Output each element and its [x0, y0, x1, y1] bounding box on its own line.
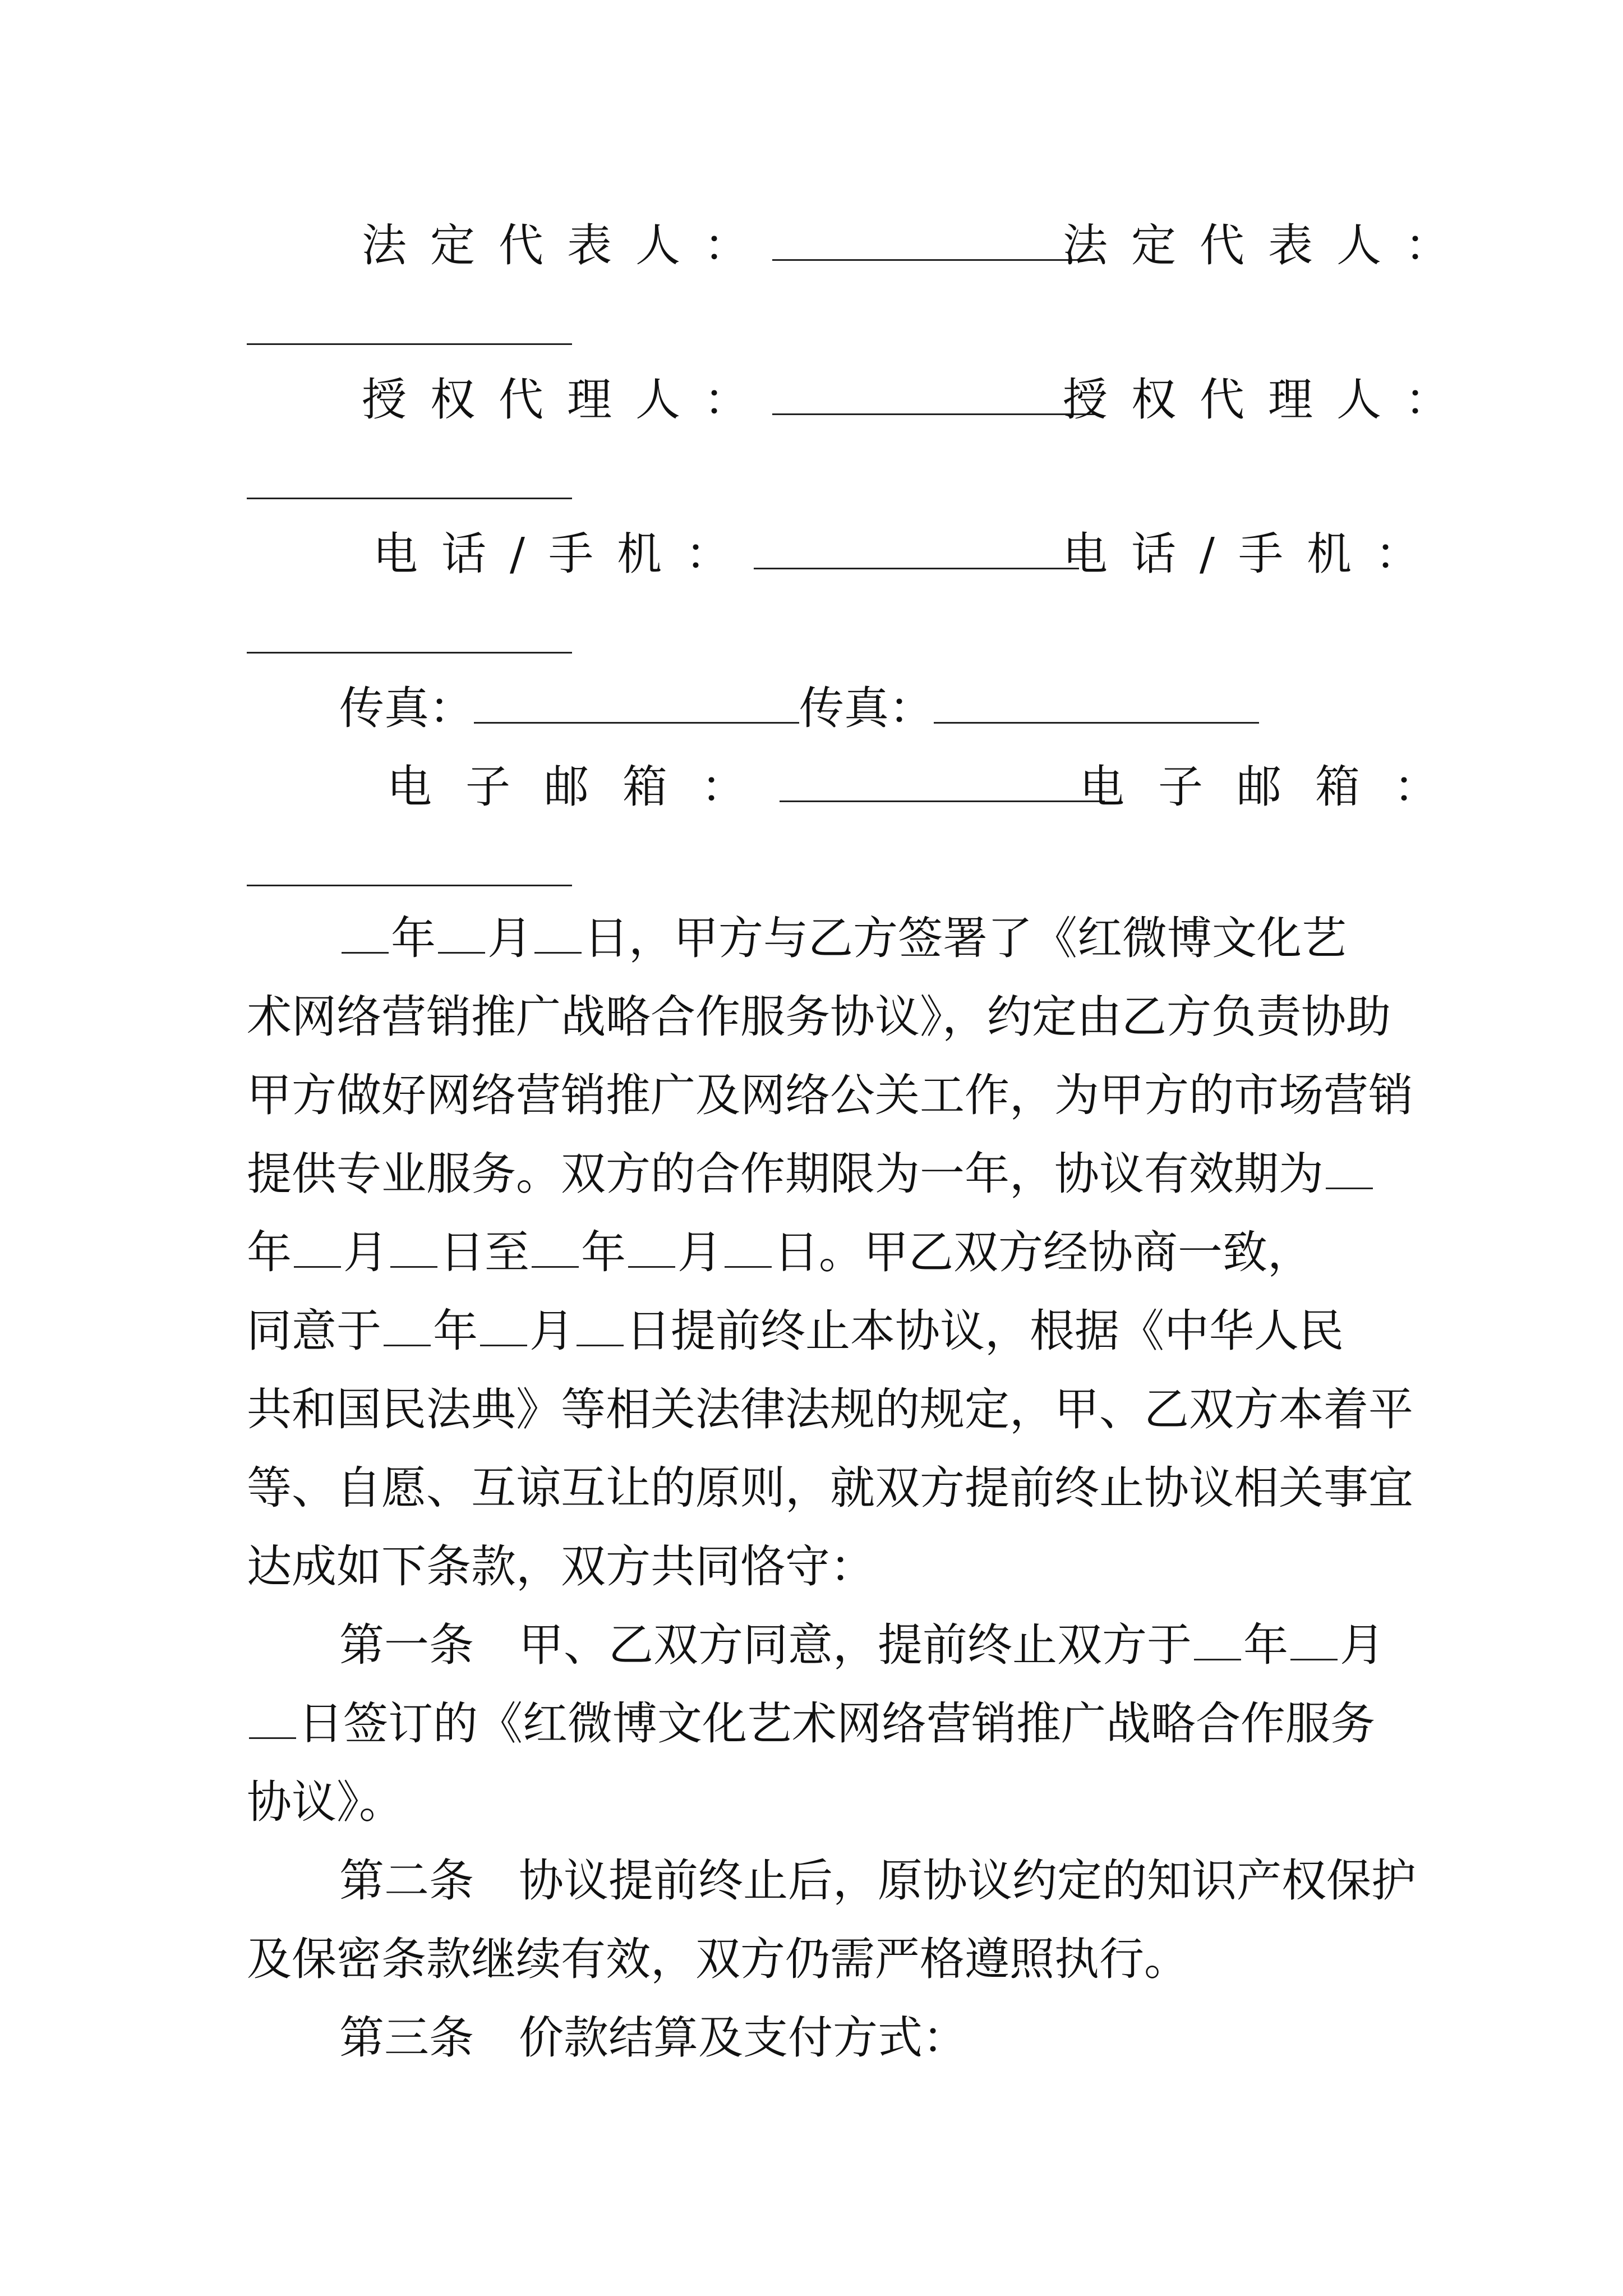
legal-rep-blank-a[interactable] [772, 219, 1098, 261]
term-end-day-blank[interactable] [725, 1226, 772, 1268]
fax-blank-a[interactable] [474, 682, 799, 724]
intro-text-6d: 日提前终止本协议，根据《中华人民 [626, 1305, 1344, 1357]
phone-row-a [373, 527, 1079, 581]
signed-day-blank[interactable] [249, 1697, 296, 1739]
fax-label-b: 传真： [799, 682, 934, 734]
phone-blank-a[interactable] [754, 527, 1079, 569]
email-label-a: 电子邮箱： [387, 761, 780, 813]
phone-row-b [1063, 527, 1444, 581]
termination-year-blank[interactable] [384, 1304, 431, 1346]
term-end-year-blank[interactable] [532, 1226, 579, 1268]
intro-text-6a: 同意于 [247, 1305, 381, 1357]
intro-line-7: 共和国民法典》等相关法律法规的规定，甲、乙双方本着平 [247, 1383, 1413, 1435]
intro-text-4: 提供专业服务。双方的合作期限为一年，协议有效期为 [247, 1148, 1324, 1200]
intro-year: 年 [391, 912, 436, 964]
intro-text-1: 日，甲方与乙方签署了《红微博文化艺 [584, 912, 1347, 964]
intro-line-1 [339, 912, 1347, 965]
legal-rep-label-a: 法定代表人： [362, 219, 772, 272]
fax-label-a: 传真： [339, 682, 474, 734]
term-end-day-label: 日。甲乙双方经协商一致， [774, 1226, 1312, 1278]
intro-line-3: 甲方做好网络营销推广及网络公关工作，为甲方的市场营销 [247, 1069, 1413, 1121]
fax-blank-b[interactable] [934, 682, 1259, 724]
agent-row-b [1063, 373, 1473, 427]
intro-line-5 [247, 1226, 1312, 1280]
article-1-text-2: 日签订的《红微博文化艺术网络营销推广战略合作服务 [298, 1697, 1375, 1750]
termination-year-label: 年 [433, 1305, 478, 1357]
agent-blank-a[interactable] [772, 373, 1098, 415]
termination-month-label: 月 [529, 1305, 574, 1357]
phone-blank-b-row [247, 611, 572, 665]
phone-label-b: 电话/手机： [1063, 528, 1444, 580]
agent-label-b: 授权代理人： [1063, 374, 1473, 426]
intro-line-6 [247, 1304, 1344, 1358]
email-blank-b-row [247, 844, 572, 898]
agent-row-a [362, 373, 1098, 427]
signed-month-blank[interactable] [1290, 1618, 1338, 1660]
term-start-year-label: 年 [247, 1226, 292, 1278]
phone-label-a: 电话/手机： [373, 528, 754, 580]
email-label-b: 电子邮箱： [1080, 761, 1472, 813]
intro-line-4 [247, 1147, 1375, 1201]
phone-blank-b[interactable] [247, 611, 572, 654]
article-1-line-3: 协议》。 [247, 1776, 404, 1828]
intro-month: 月 [487, 912, 532, 964]
article-3-line-1: 第三条 价款结算及支付方式： [339, 2012, 967, 2064]
term-start-year-blank[interactable] [1326, 1147, 1373, 1189]
fax-row [339, 682, 1259, 735]
intro-year-blank[interactable] [342, 912, 389, 954]
signed-year-label: 年 [1243, 1619, 1288, 1671]
legal-rep-blank-b-row [247, 303, 572, 357]
term-end-year-label: 年 [581, 1226, 626, 1278]
intro-day-blank[interactable] [534, 912, 582, 954]
agent-label-a: 授权代理人： [362, 374, 772, 426]
term-start-day-label: 日至 [440, 1226, 529, 1278]
termination-day-blank[interactable] [577, 1304, 624, 1346]
term-start-month-blank[interactable] [294, 1226, 341, 1268]
article-2-line-2: 及保密条款继续有效，双方仍需严格遵照执行。 [247, 1933, 1189, 1985]
article-1-head: 第一条 甲、乙双方同意，提前终止双方于 [339, 1619, 1192, 1671]
intro-line-9: 达成如下条款，双方共同恪守： [247, 1540, 875, 1593]
intro-line-8: 等、自愿、互谅互让的原则，就双方提前终止协议相关事宜 [247, 1462, 1413, 1514]
email-blank-b[interactable] [247, 844, 572, 886]
signed-year-blank[interactable] [1194, 1618, 1241, 1660]
agent-blank-b[interactable] [247, 457, 572, 499]
term-start-month-label: 月 [343, 1226, 388, 1278]
article-1-line-1 [339, 1618, 1385, 1672]
signed-month-label: 月 [1340, 1619, 1385, 1671]
legal-rep-label-b: 法定代表人： [1063, 219, 1473, 272]
article-2-line-1: 第二条 协议提前终止后，原协议约定的知识产权保护 [339, 1855, 1416, 1907]
legal-rep-blank-b[interactable] [247, 303, 572, 345]
term-start-day-blank[interactable] [390, 1226, 437, 1268]
term-end-month-blank[interactable] [628, 1226, 675, 1268]
termination-month-blank[interactable] [480, 1304, 527, 1346]
email-blank-a[interactable] [780, 760, 1105, 802]
term-end-month-label: 月 [677, 1226, 722, 1278]
legal-rep-row-b [1063, 219, 1473, 273]
intro-line-2: 术网络营销推广战略合作服务协议》，约定由乙方负责协助 [247, 991, 1391, 1043]
intro-month-blank[interactable] [438, 912, 485, 954]
email-row-b [1080, 760, 1472, 814]
article-1-line-2 [247, 1697, 1375, 1751]
legal-rep-row-a [362, 219, 1098, 273]
email-row-a [387, 760, 1105, 814]
agent-blank-b-row [247, 457, 572, 511]
